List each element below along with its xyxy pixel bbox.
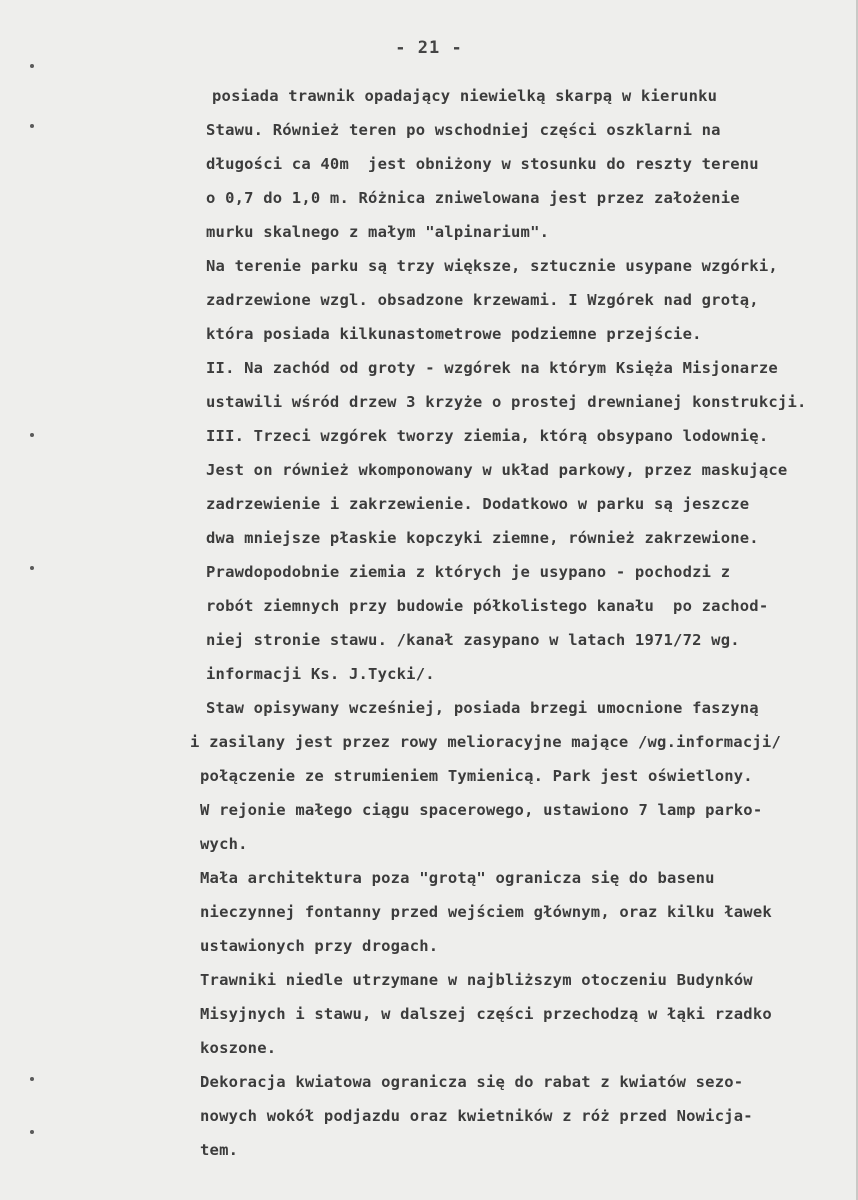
text-line: Jest on również wkomponowany w układ parkowy, przez maskujące [206,461,788,479]
text-line: zadrzewienie i zakrzewienie. Dodatkowo w parku są jeszcze [206,495,750,513]
text-line: murku skalnego z małym "alpinarium". [206,223,550,241]
binder-hole [30,124,34,128]
binder-hole [30,1130,34,1134]
page-number: - 21 - [395,38,463,58]
text-line: zadrzewione wzgl. obsadzone krzewami. I Wzgórek nad grotą, [206,291,759,309]
text-line: długości ca 40m jest obniżony w stosunku do reszty terenu [206,155,759,173]
text-line: Prawdopodobnie ziemia z których je usypano - pochodzi z [206,563,731,581]
text-line: Trawniki niedle utrzymane w najbliższym otoczeniu Budynków [200,971,753,989]
text-line: informacji Ks. J.Tycki/. [206,665,435,683]
binder-hole [30,433,34,437]
text-line: nieczynnej fontanny przed wejściem głównym, oraz kilku ławek [200,903,772,921]
text-line: połączenie ze strumieniem Tymienicą. Park jest oświetlony. [200,767,753,785]
text-line: tem. [200,1141,239,1159]
text-line: koszone. [200,1039,277,1057]
text-line: Dekoracja kwiatowa ogranicza się do rabat z kwiatów sezo- [200,1073,744,1091]
text-line: niej stronie stawu. /kanał zasypano w latach 1971/72 wg. [206,631,740,649]
text-line: wych. [200,835,248,853]
text-line: o 0,7 do 1,0 m. Różnica zniwelowana jest przez założenie [206,189,740,207]
text-line: Mała architektura poza "grotą" ogranicza się do basenu [200,869,715,887]
text-line: Staw opisywany wcześniej, posiada brzegi umocnione faszyną [206,699,759,717]
text-line: ustawionych przy drogach. [200,937,439,955]
text-line: Stawu. Również teren po wschodniej części oszklarni na [206,121,721,139]
text-line: posiada trawnik opadający niewielką skarpą w kierunku [212,87,718,105]
text-line: ustawili wśród drzew 3 krzyże o prostej drewnianej konstrukcji. [206,393,807,411]
text-line: i zasilany jest przez rowy melioracyjne mające /wg.informacji/ [190,733,781,751]
text-line: robót ziemnych przy budowie półkolistego kanału po zachod- [206,597,769,615]
binder-hole [30,64,34,68]
text-line: Na terenie parku są trzy większe, sztucznie usypane wzgórki, [206,257,778,275]
text-line: nowych wokół podjazdu oraz kwietników z róż przed Nowicja- [200,1107,753,1125]
text-line: III. Trzeci wzgórek tworzy ziemia, którą obsypano lodownię. [206,427,769,445]
text-line: która posiada kilkunastometrowe podziemne przejście. [206,325,702,343]
text-line: II. Na zachód od groty - wzgórek na którym Księża Misjonarze [206,359,778,377]
text-line: dwa mniejsze płaskie kopczyki ziemne, również zakrzewione. [206,529,759,547]
text-line: W rejonie małego ciągu spacerowego, ustawiono 7 lamp parko- [200,801,763,819]
text-line: Misyjnych i stawu, w dalszej części przechodzą w łąki rzadko [200,1005,772,1023]
binder-hole [30,1077,34,1081]
binder-hole [30,566,34,570]
